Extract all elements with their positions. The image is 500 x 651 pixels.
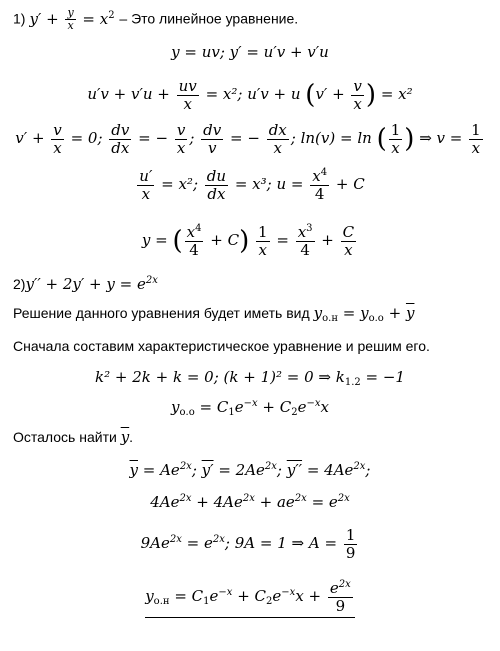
- problem2-equation: $y'' + 2y' + y = e^{2x}$: [25, 275, 158, 293]
- y-solution: y = ( $\frac{x^4}{4}$ + C) $\frac{1}{x}$ = $\frac{x^3}{4}$ + $\frac{C}{x}$: [141, 223, 355, 259]
- problem1-label: – Это линейное уравнение.: [119, 10, 299, 27]
- problem2-header: [13, 277, 158, 293]
- derivatives-line: $\overline{y} = Ae^{2x}$; $y' = 2Ae^{2x}$; $y'' = 4Ae^{2x}$;: [129, 461, 371, 479]
- solve-a-line: $9Ae^{2x} = e^{2x}$; 9A = 1 ⇒ A = $\frac{1}{9}$: [140, 526, 356, 562]
- problem1-header: [13, 7, 298, 32]
- problem2-number: 2): [13, 276, 26, 292]
- problem1-equation: y′ + $\frac{y}{x}$ = $x^2$: [29, 6, 115, 33]
- substitution-result: $4Ae^{2x} + 4Ae^{2x} + ae^{2x} = e^{2x}$: [150, 493, 350, 511]
- problem1-number: 1): [13, 10, 26, 27]
- final-answer: $y_{о.н} = C_1e^{-x} + C_2e^{-x}x$ + $\frac{e^{2x}}{9}$: [0, 580, 500, 618]
- v-equation: v′ + $\frac{v}{x}$ = 0; $\frac{dv}{dx}$ = − $\frac{v}{x}$ ; $\frac{dv}{v}$ = − $\frac{dx}{x}$ ; ln(v) = ln ( $\frac{1}{x}$ ) ⇒ v = $\frac{1}{x}$: [15, 121, 481, 157]
- u-equation: $\frac{u'}{x}$ = x²; $\frac{du}{dx}$ = x³; u = $\frac{x^4}{4}$ + C: [139, 167, 365, 203]
- char-eq-instruction: Сначала составим характеристическое уравнение и решим его.: [13, 338, 430, 354]
- char-equation: k² + 2k + k = 0; (k + 1)² = 0 ⇒ $k_{1.2} = -1$: [95, 368, 405, 388]
- solution-form-line: Решение данного уравнения будет иметь вид $y_{о.н} = y_{о.о} + \overline{y}$: [13, 304, 415, 324]
- substituted-equation: u′v + v′u + $\frac{uv}{x}$ = x²; u′v + u (v′ + $\frac{v}{x}$ ) = x²: [87, 77, 413, 113]
- substitution-line: y = uv; y′ = u′v + v′u: [171, 43, 329, 61]
- homogeneous-solution: $y_{о.о} = C_1e^{-x} + C_2e^{-x}x$: [171, 398, 329, 418]
- remaining-line: Осталось найти $\overline{y}$.: [13, 428, 134, 446]
